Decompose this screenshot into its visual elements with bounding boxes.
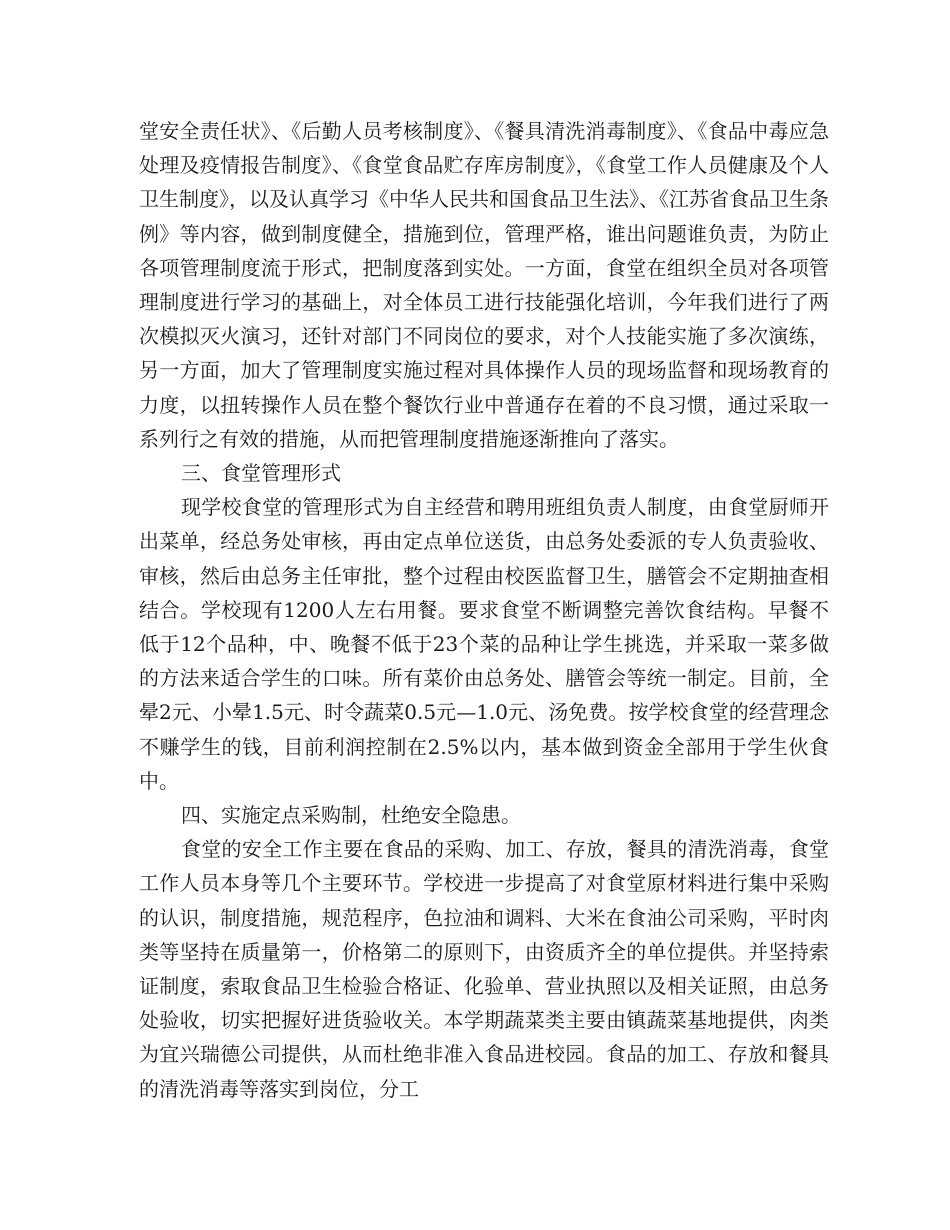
- paragraph-procurement: 食堂的安全工作主要在食品的采购、加工、存放，餐具的清洗消毒，食堂工作人员本身等几个主要环节。学校进一步提高了对食堂原材料进行集中采购的认识，制度措施，规范程序，色拉油和调料、大米在食油公司采购，平时肉类等坚持在质量第一，价格第二的原则下，由资质齐全的单位提供。并坚持索证制度，索取食品卫生检验合格证、化验单、营业执照以及相关证照，由总务处验收，切实把握好进货验收关。本学期蔬菜类主要由镇蔬菜基地提供，肉类为宜兴瑞德公司提供，从而杜绝非准入食品进校园。食品的加工、存放和餐具的清洗消毒等落实到岗位，分工: [139, 837, 829, 1101]
- document-body: [139, 114, 829, 1106]
- section-heading-procurement: 四、实施定点采购制，杜绝安全隐患。: [181, 803, 521, 828]
- paragraph-management-form: 现学校食堂的管理形式为自主经营和聘用班组负责人制度，由食堂厨师开出菜单，经总务处审核，再由定点单位送货，由总务处委派的专人负责验收、审核，然后由总务主任审批，整个过程由校医监督卫生，膳管会不定期抽查相结合。学校现有1200人左右用餐。要求食堂不断调整完善饮食结构。早餐不低于12个品种，中、晚餐不低于23个菜的品种让学生挑选，并采取一菜多做的方法来适合学生的口味。所有菜价由总务处、膳管会等统一制定。目前，全晕2元、小晕1.5元、时令蔬菜0.5元—1.0元、汤免费。按学校食堂的经营理念不赚学生的钱，目前利润控制在2.5%以内，基本做到资金全部用于学生伙食中。: [139, 495, 829, 793]
- paragraph-management-rules: 堂安全责任状》、《后勤人员考核制度》、《餐具清洗消毒制度》、《食品中毒应急处理及疫情报告制度》、《食堂食品贮存库房制度》，《食堂工作人员健康及个人卫生制度》，以及认真学习《中华人民共和国食品卫生法》、《江苏省食品卫生条例》等内容，做到制度健全，措施到位，管理严格，谁出问题谁负责，为防止各项管理制度流于形式，把制度落到实处。一方面，食堂在组织全员对各项管理制度进行学习的基础上，对全体员工进行技能强化培训，今年我们进行了两次模拟灭火演习，还针对部门不同岗位的要求，对个人技能实施了多次演练，另一方面，加大了管理制度实施过程对具体操作人员的现场监督和现场教育的力度，以扭转操作人员在整个餐饮行业中普通存在着的不良习惯，通过采取一系列行之有效的措施，从而把管理制度措施逐渐推向了落实。: [139, 119, 829, 451]
- section-heading-management-form: 三、食堂管理形式: [181, 461, 341, 486]
